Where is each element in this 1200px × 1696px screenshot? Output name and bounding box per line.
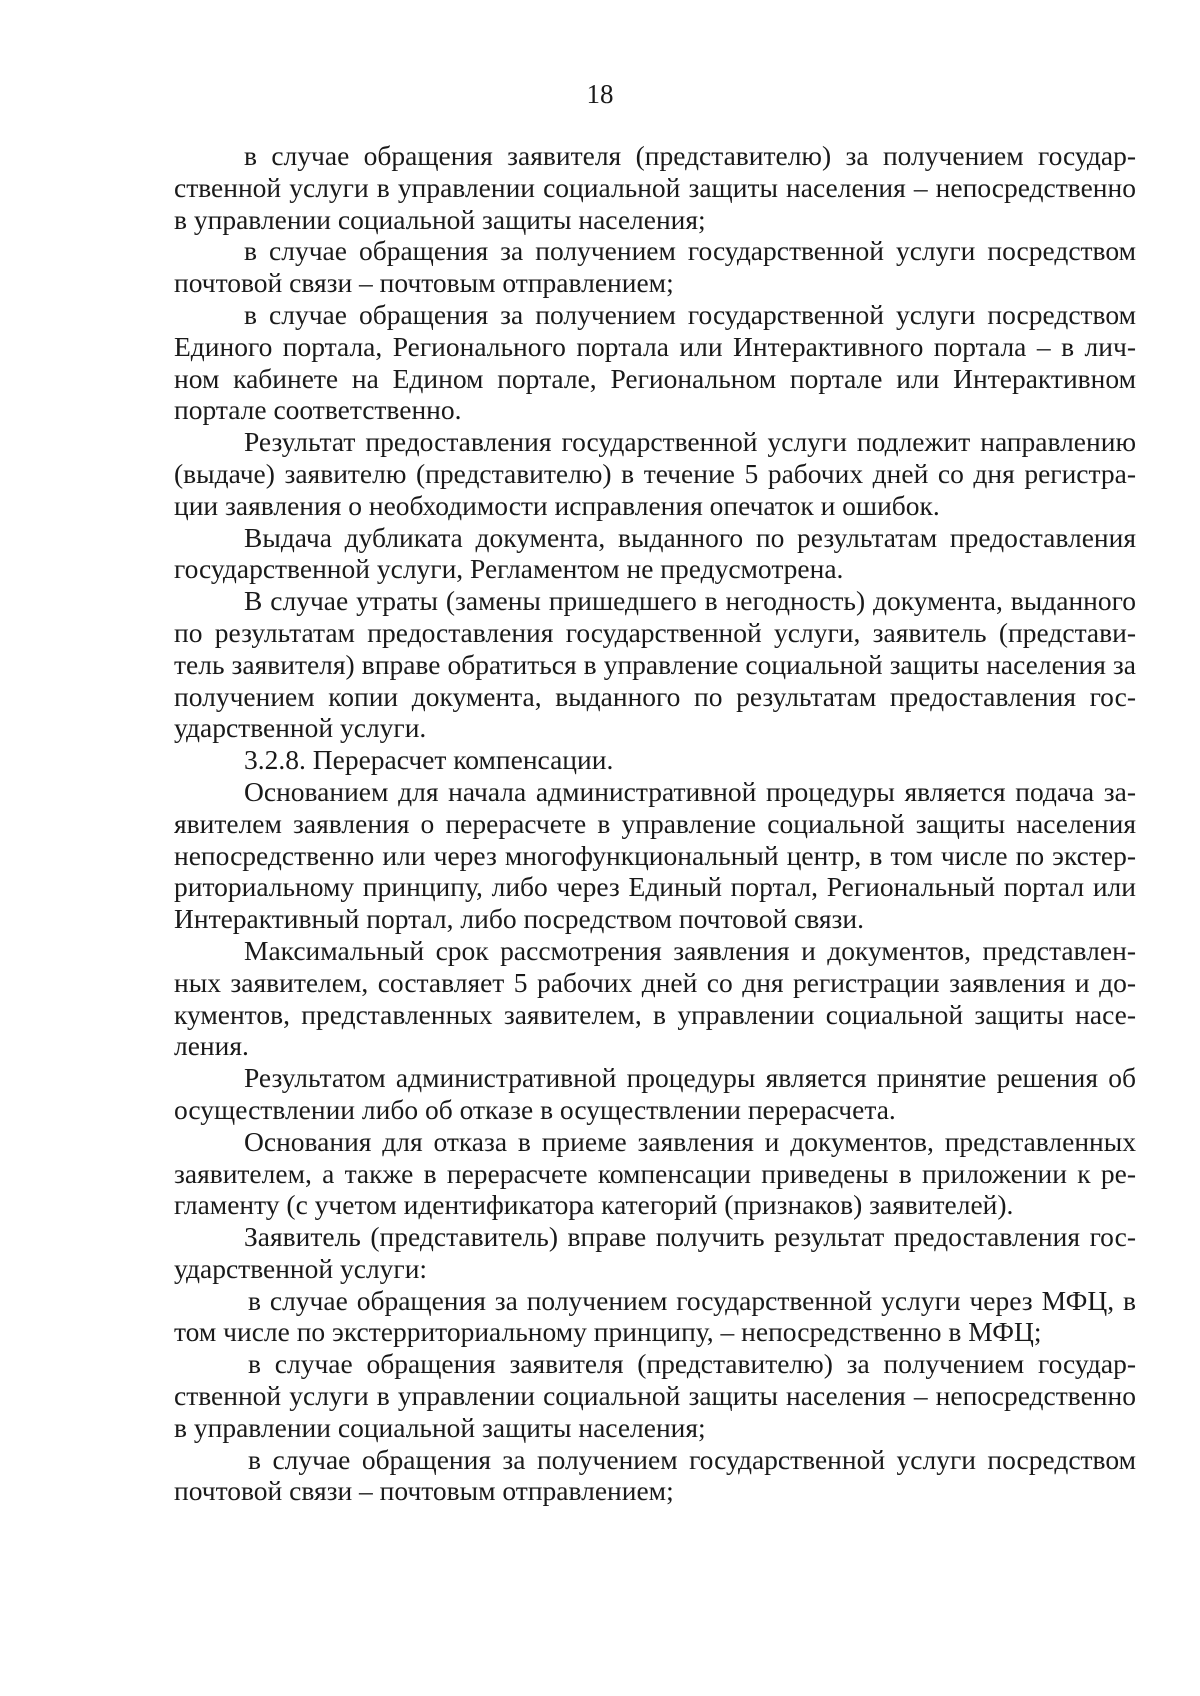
page-number: 18: [586, 79, 614, 109]
section-heading-recalculation: 3.2.8. Перерасчет компенсации.: [244, 744, 614, 776]
paragraph-result-postal: в случае обращения за получением государственной услуги посредством почтовой связи – почтовым отправлением;: [174, 235, 1136, 299]
list-item-social-protection: в случае обращения заявителя (представителю) за получением государственной услуги в управлении социальной защиты населения – непосредственно в управлении социальной защиты населения;: [174, 1348, 1136, 1443]
paragraph-recalculation-term: Максимальный срок рассмотрения заявления и документов, представленных заявителем, составляет 5 рабочих дней со дня регистрации заявления и документов, представленных заявителем, в управлении социальной защиты населения.: [174, 934, 1136, 1062]
paragraph-recalculation-result: Результатом административной процедуры является принятие решения об осуществлении либо об отказе в осуществлении перерасчета.: [174, 1062, 1136, 1125]
paragraph-result-portal: в случае обращения за получением государственной услуги посредством Единого портала, Регионального портала или Интерактивного портала – в личном кабинете на Едином портале, Региональном портале или Интерактивном портале соответственно.: [174, 298, 1136, 426]
paragraph-result-deadline: Результат предоставления государственной услуги подлежит направлению (выдаче) заявителю (представителю) в течение 5 рабочих дней со дня регистрации заявления о необходимости исправления опечаток и ошибок.: [174, 426, 1136, 521]
paragraph-result-delivery: Заявитель (представитель) вправе получить результат предоставления государственной услуги:: [174, 1221, 1136, 1284]
paragraph-recalculation-basis: Основанием для начала административной процедуры является подача заявителем заявления о перерасчете в управление социальной защиты населения непосредственно или через многофункциональный центр, в том числе по экстерриториальному принципу, либо через Единый портал, Региональный портал или Интерактивный портал, либо посредством почтовой связи.: [174, 775, 1136, 935]
paragraph-loss-of-document: В случае утраты (замены пришедшего в негодность) документа, выданного по результатам предоставления государственной услуги, заявитель (представитель заявителя) вправе обратиться в управление социальной защиты населения за получением копии документа, выданного по результатам предоставления государственной услуги.: [174, 585, 1136, 744]
paragraph-result-social-protection: в случае обращения заявителя (представителю) за получением государственной услуги в управлении социальной защиты населения – непосредственно в управлении социальной защиты населения;: [174, 140, 1136, 235]
list-item-mfc: в случае обращения за получением государственной услуги через МФЦ, в том числе по экстерриториальному принципу, – непосредственно в МФЦ;: [174, 1284, 1136, 1348]
paragraph-refusal-grounds: Основания для отказа в приеме заявления и документов, представленных заявителем, а также в перерасчете компенсации приведены в приложении к регламенту (с учетом идентификатора категорий (признаков) заявителей).: [174, 1125, 1136, 1221]
list-item-postal: в случае обращения за получением государственной услуги посредством почтовой связи – почтовым отправлением;: [174, 1443, 1136, 1507]
paragraph-duplicate: Выдача дубликата документа, выданного по результатам предоставления государственной услуги, Регламентом не предусмотрена.: [174, 521, 1136, 585]
document-body: [174, 140, 1136, 1507]
